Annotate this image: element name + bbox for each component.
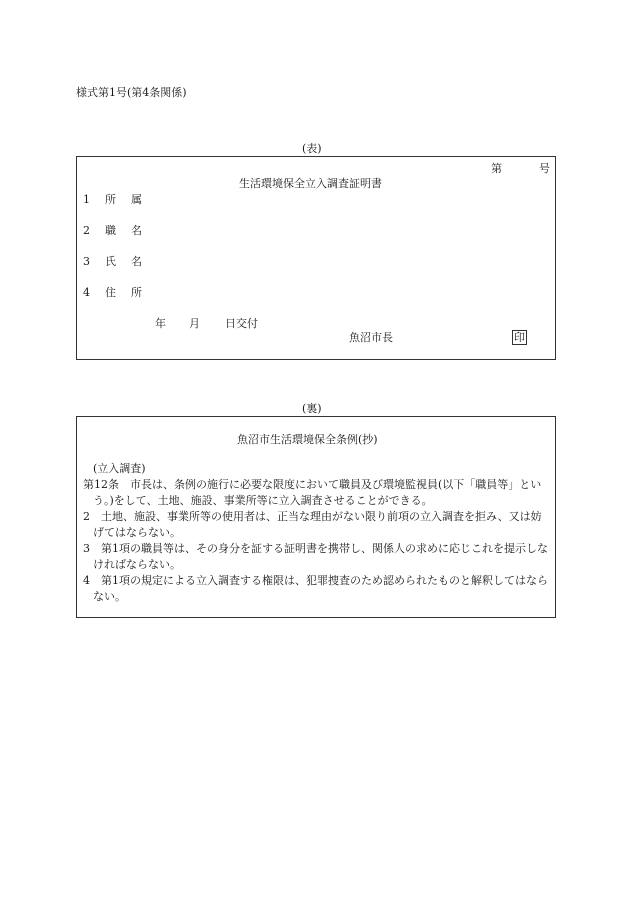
seal-mark: 印 xyxy=(514,331,525,344)
article-heading: (立入調査) xyxy=(93,462,146,475)
ordinance-text xyxy=(83,461,549,605)
issuer-name: 魚沼市長 xyxy=(349,331,393,344)
field-row-address xyxy=(83,286,142,299)
field-label-char: 住 xyxy=(105,286,116,299)
issue-date-day: 日交付 xyxy=(225,317,258,330)
form-number: 様式第1号(第4条関係) xyxy=(76,86,187,99)
field-label-char: 属 xyxy=(131,193,142,206)
field-number: 3 xyxy=(83,255,90,268)
issue-date-year: 年 xyxy=(155,317,166,330)
article-paragraph: 3 第1項の職員等は、その身分を証する証明書を携帯し、関係人の求めに応じこれを提示しなければならない。 xyxy=(83,542,548,571)
field-row-position xyxy=(83,224,142,237)
seal-wrapper xyxy=(512,330,527,345)
field-row-name xyxy=(83,255,142,268)
article-paragraph: 4 第1項の規定による立入調査する権限は、犯罪捜査のため認められたものと解釈してはならない。 xyxy=(83,574,548,603)
certificate-back xyxy=(76,416,556,618)
field-label-char: 名 xyxy=(131,255,142,268)
field-label-char: 氏 xyxy=(105,255,116,268)
field-label-char: 所 xyxy=(131,286,142,299)
back-side-label: (裏) xyxy=(302,402,322,415)
field-label-char: 職 xyxy=(105,224,116,237)
field-number: 1 xyxy=(83,193,90,206)
certificate-title: 生活環境保全立入調査証明書 xyxy=(239,177,382,190)
field-number: 2 xyxy=(83,224,90,237)
field-row-affiliation xyxy=(83,193,142,206)
number-go: 号 xyxy=(539,162,550,175)
field-number: 4 xyxy=(83,286,90,299)
ordinance-title: 魚沼市生活環境保全条例(抄) xyxy=(237,433,378,446)
field-label-char: 所 xyxy=(105,193,116,206)
certificate-front xyxy=(76,156,556,360)
article-paragraph: 2 土地、施設、事業所等の使用者は、正当な理由がない限り前項の立入調査を拒み、又は妨げてはならない。 xyxy=(83,510,542,539)
issue-date-month: 月 xyxy=(189,317,200,330)
field-label-char: 名 xyxy=(131,224,142,237)
article-paragraph: 第12条 市長は、条例の施行に必要な限度において職員及び環境監視員(以下「職員等」という。)をして、土地、施設、事業所等に立入調査させることができる。 xyxy=(83,478,542,507)
number-dai: 第 xyxy=(491,162,502,175)
front-side-label: (表) xyxy=(302,142,322,155)
